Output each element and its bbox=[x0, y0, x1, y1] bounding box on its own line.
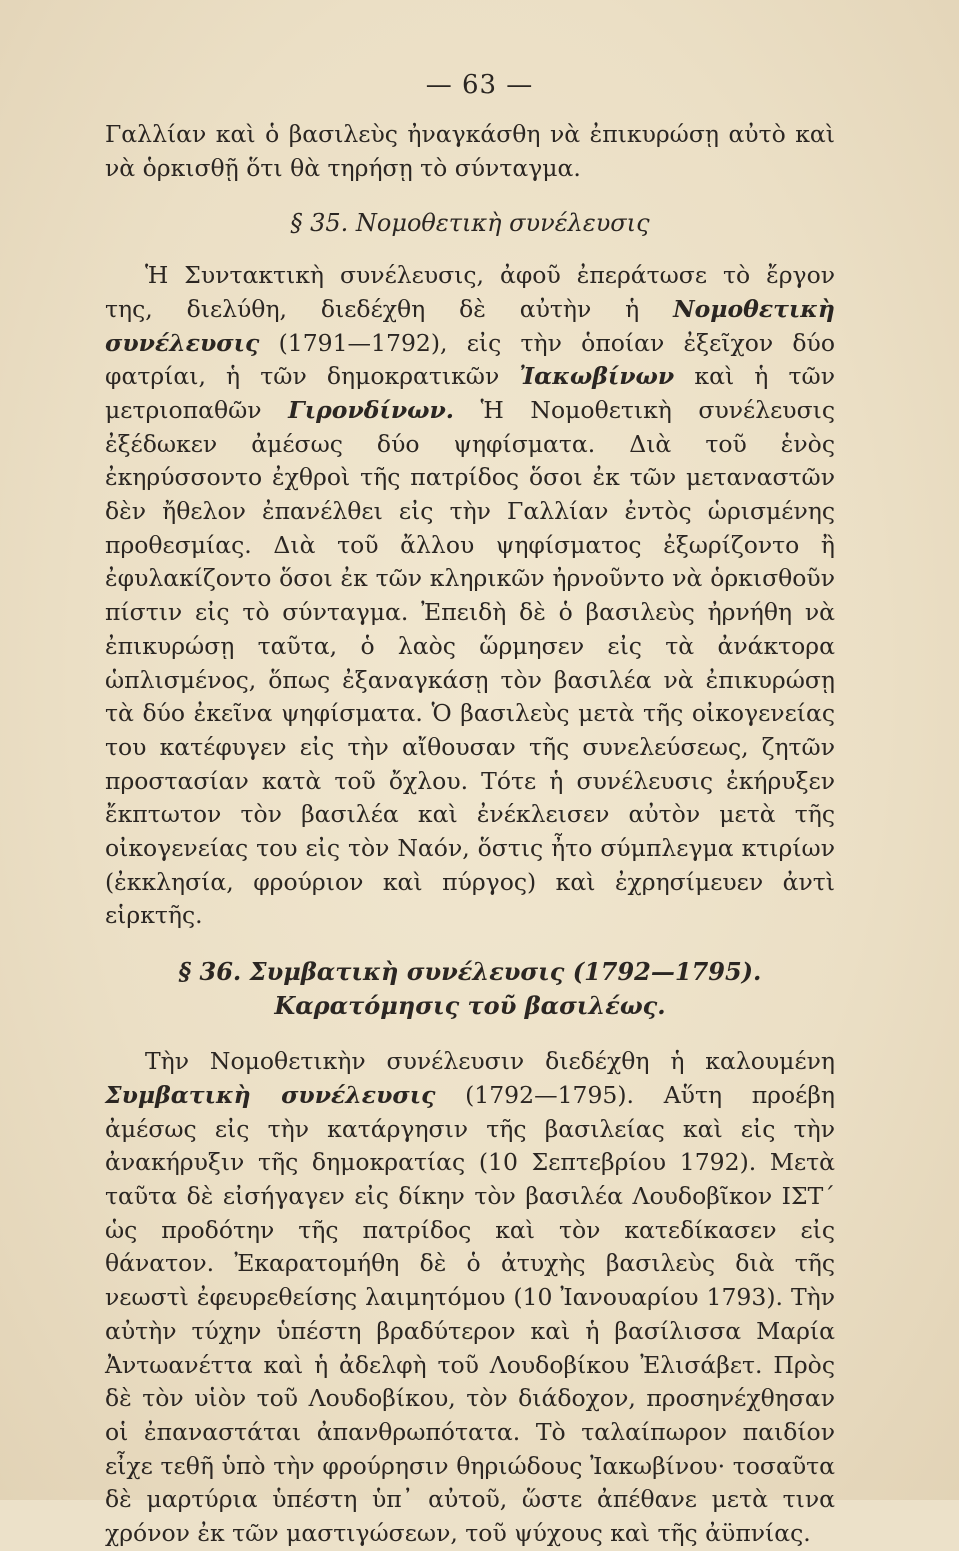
paragraph-1: Γαλλίαν καὶ ὁ βασιλεὺς ἠναγκάσθη νὰ ἐπικυρώσῃ αὐτὸ καὶ νὰ ὁρκισθῇ ὅτι θὰ τηρήσῃ τὸ σύνταγμα. bbox=[105, 120, 835, 182]
p2-text-a: Ἡ Συντακτικὴ συνέλευσις, ἀφοῦ ἐπεράτωσε τὸ ἔργον της, διελύθη, διεδέχθη δὲ αὐτὴν ἡ bbox=[105, 261, 835, 323]
p3-text-a: Τὴν Νομοθετικὴν συνέλευσιν διεδέχθη ἡ καλουμένη bbox=[145, 1047, 835, 1076]
p2-text-g: Ἡ Νομοθετικὴ συνέλευσις ἐξέδωκεν ἀμέσως δύο ψηφίσματα. Διὰ τοῦ ἑνὸς ἐκηρύσσοντο ἐχθροὶ τῆς πατρίδος ὅσοι ἐκ τῶν μεταναστῶν δὲν ἤθελον ἐπανέλθει εἰς τὴν Γαλλίαν ἐντὸς ὡρισμένης προθεσμίας. Διὰ τοῦ ἄλλου ψηφίσματος ἐξωρίζοντο ἢ ἐφυλακίζοντο ὅσοι ἐκ τῶν κληρικῶν ἠρνοῦντο νὰ ὁρκισθοῦν πίστιν εἰς τὸ σύνταγμα. Ἐπειδὴ δὲ ὁ βασιλεὺς ἠρνήθη νὰ ἐπικυρώσῃ ταῦτα, ὁ λαὸς ὥρμησεν εἰς τὰ ἀνάκτορα ὡπλισμένος, ὅπως ἐξαναγκάσῃ τὸν βασιλέα νὰ ἐπικυρώσῃ τὰ δύο ἐκεῖνα ψηφίσματα. Ὁ βασιλεὺς μετὰ τῆς οἰκογενείας του κατέφυγεν εἰς τὴν αἴθουσαν τῆς συνελεύσεως, ζητῶν προστασίαν κατὰ τοῦ ὄχλου. Τότε ἡ συνέλευσις ἐκήρυξεν ἔκπτωτον τὸν βασιλέα καὶ ἐνέκλεισεν αὐτὸν μετὰ τῆς οἰκογενείας του εἰς τὸν Ναόν, ὅστις ἦτο σύμπλεγμα κτιρίων (ἐκκλησία, φρούριον καὶ πύργος) καὶ ἐχρησίμευεν ἀντὶ εἱρκτῆς. bbox=[105, 395, 835, 930]
p2-text-e: καὶ ἡ τῶν μετριοπαθῶν bbox=[105, 362, 835, 424]
section-36-heading bbox=[105, 955, 835, 1023]
section-36-title-line2: Καρατόμησις τοῦ βασιλέως. bbox=[274, 991, 666, 1021]
section-36-title-line1: § 36. Συμβατικὴ συνέλευσις (1792—1795). bbox=[178, 957, 762, 987]
p2-term-girondins: Γιρονδίνων. bbox=[288, 395, 454, 424]
page-number: — 63 — bbox=[425, 70, 534, 100]
paragraph-2 bbox=[105, 259, 835, 933]
section-35-number: § 35. bbox=[290, 209, 349, 238]
p2-term-jacobins: Ἰακωβίνων bbox=[519, 362, 675, 391]
body-text bbox=[105, 118, 835, 1551]
section-35-title: Νομοθετικὴ συνέλευσις bbox=[355, 209, 650, 238]
paragraph-3 bbox=[105, 1045, 835, 1551]
section-35-heading bbox=[105, 207, 835, 241]
p2-text-c: (1791—1792), εἰς τὴν ὁποίαν ἐξεῖχον δύο φατρίαι, ἡ τῶν δημοκρατικῶν bbox=[105, 328, 835, 391]
p3-term-national-convention: Συμβατικὴ συνέλευσις bbox=[105, 1080, 436, 1109]
p3-text-c: (1792—1795). Αὕτη προέβη ἀμέσως εἰς τὴν κατάργησιν τῆς βασιλείας καὶ εἰς τὴν ἀνακήρυξιν τῆς δημοκρατίας (10 Σεπτεβρίου 1792). Μετὰ ταῦτα δὲ εἰσήγαγεν εἰς δίκην τὸν βασιλέα Λουδοβῖκον ΙΣΤ΄ ὡς προδότην τῆς πατρίδος καὶ τὸν κατεδίκασεν εἰς θάνατον. Ἐκαρατομήθη δὲ ὁ ἀτυχὴς βασιλεὺς διὰ τῆς νεωστὶ ἐφευρεθείσης λαιμητόμου (10 Ἰανουαρίου 1793). Τὴν αὐτὴν τύχην ὑπέστη βραδύτερον καὶ ἡ βασίλισσα Μαρία Ἀντωανέττα καὶ ἡ ἀδελφὴ τοῦ Λουδοβίκου Ἐλισάβετ. Πρὸς δὲ τὸν υἱὸν τοῦ Λουδοβίκου, τὸν διάδοχον, προσηνέχθησαν οἱ ἐπαναστάται ἀπανθρωπότατα. Τὸ ταλαίπωρον παιδίον εἶχε τεθῆ ὑπὸ τὴν φρούρησιν θηριώδους Ἰακωβίνου· τοσαῦτα δὲ μαρτύρια ὑπέστη ὑπ᾿ αὐτοῦ, ὥστε ἀπέθανε μετὰ τινα χρόνον ἐκ τῶν μαστιγώσεων, τοῦ ψύχους καὶ τῆς ἀϋπνίας. bbox=[105, 1080, 835, 1548]
p2-term-legislative-assembly: Νομοθετικὴ συνέλευσις bbox=[105, 294, 835, 357]
